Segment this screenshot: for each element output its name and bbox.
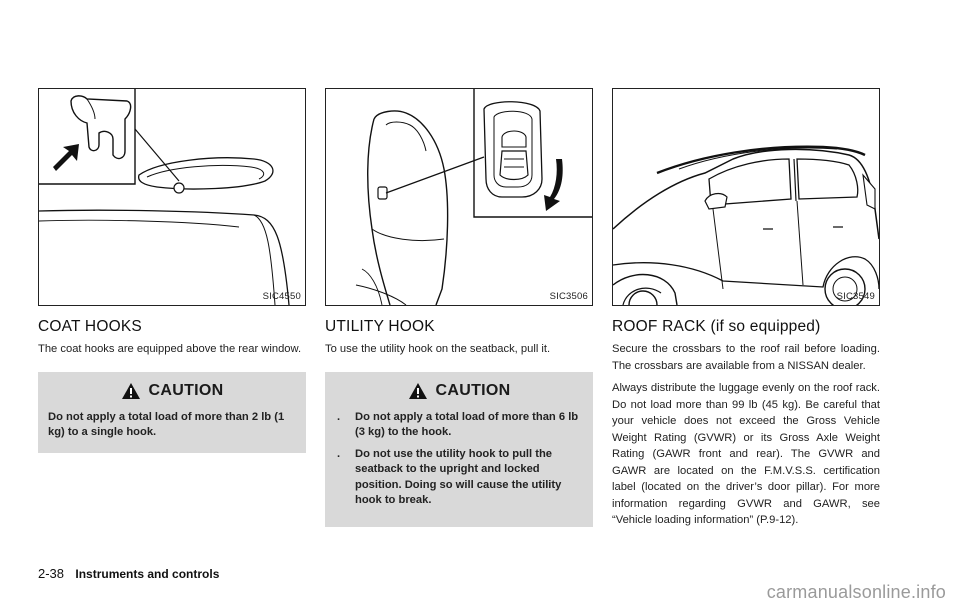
- page-number: 2-38: [38, 566, 65, 581]
- figure-code: SIC3506: [549, 291, 588, 302]
- roof-rack-column: [612, 88, 880, 535]
- coat-hooks-caution-box: [38, 372, 306, 453]
- bullet: .: [337, 447, 341, 460]
- caution-title: CAUTION: [148, 381, 224, 399]
- utility-hook-column: [325, 88, 593, 527]
- utility-hook-heading: UTILITY HOOK: [325, 318, 435, 335]
- caution-list-item: [335, 410, 583, 441]
- warning-icon: [408, 382, 428, 400]
- caution-header: [48, 382, 296, 400]
- vehicle-roof-rack-illustration: [613, 89, 879, 305]
- coat-hook-illustration: [39, 89, 305, 305]
- figure-code: SIC4550: [262, 291, 301, 302]
- roof-rack-figure: [612, 88, 880, 306]
- section-title: Instruments and controls: [75, 567, 220, 581]
- roof-rack-paragraph: Always distribute the luggage evenly on the roof rack. Do not load more than 99 lb (45 kg). Be careful that your vehicle does not exceed the Gross Vehicle Weight Rating (GVWR) or its Gross Axle Weight Rating (GAWR front and rear). The GVWR and GAWR are located on the F.M.V.S.S. certification label (located on the driver’s door pillar). For more information regarding GVWR and GAWR, see “Vehicle loading information” (P.9-12).: [612, 382, 880, 526]
- caution-item-text: Do not apply a total load of more than 6 lb (3 kg) to the hook.: [355, 410, 579, 438]
- caution-title: CAUTION: [435, 381, 511, 399]
- caution-text: Do not apply a total load of more than 2 lb (1 kg) to a single hook.: [48, 410, 285, 438]
- figure-code: SIC3549: [836, 291, 875, 302]
- coat-hook-figure: [38, 88, 306, 306]
- page-footer: [38, 566, 219, 581]
- watermark: carmanualsonline.info: [766, 582, 946, 602]
- roof-rack-paragraph: Secure the crossbars to the roof rail before loading. The crossbars are available from a NISSAN dealer.: [612, 343, 880, 372]
- caution-list: [335, 410, 583, 509]
- utility-hook-figure: [325, 88, 593, 306]
- bullet: .: [337, 410, 341, 423]
- coat-hooks-column: [38, 88, 306, 453]
- roof-rack-heading: ROOF RACK (if so equipped): [612, 318, 821, 335]
- utility-hook-illustration: [326, 89, 592, 305]
- caution-list-item: [335, 447, 583, 509]
- utility-hook-body: To use the utility hook on the seatback, pull it.: [325, 343, 551, 355]
- coat-hooks-body: The coat hooks are equipped above the rear window.: [38, 343, 302, 355]
- caution-header: [335, 382, 583, 400]
- utility-hook-caution-box: [325, 372, 593, 527]
- caution-item-text: Do not use the utility hook to pull the seatback to the upright and locked position. Doing so will cause the utility hook to break.: [355, 447, 562, 506]
- warning-icon: [121, 382, 141, 400]
- coat-hooks-heading: COAT HOOKS: [38, 318, 142, 335]
